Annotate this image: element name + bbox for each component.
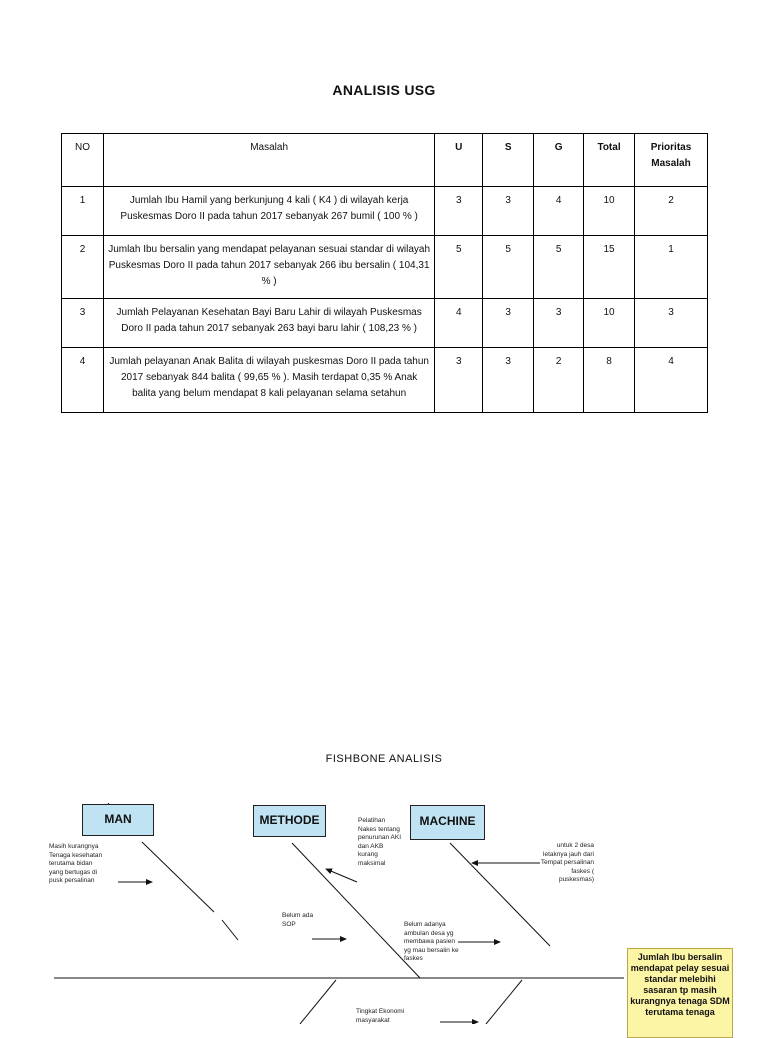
cell-prioritas: 1 bbox=[635, 236, 708, 299]
cause-methode-2: Belum ada SOP bbox=[282, 912, 314, 928]
cell-prioritas: 4 bbox=[635, 348, 708, 413]
header-prioritas: Prioritas Masalah bbox=[635, 134, 708, 187]
cell-masalah: Jumlah Ibu Hamil yang berkunjung 4 kali ( K4 ) di wilayah kerja Puskesmas Doro II pada tahun 2017 sebanyak 267 bumil ( 100 % ) bbox=[103, 187, 434, 236]
machine-bone bbox=[450, 843, 550, 946]
cell-s: 3 bbox=[483, 187, 534, 236]
cause-machine-1: untuk 2 desa letaknya jauh dari Tempat persalinan faskes ( puskesmas) bbox=[540, 842, 594, 883]
header-s: S bbox=[483, 134, 534, 187]
cell-u: 4 bbox=[435, 299, 483, 348]
cell-masalah: Jumlah Ibu bersalin yang mendapat pelayanan sesuai standar di wilayah Puskesmas Doro II pada tahun 2017 sebanyak 266 ibu bersalin ( 104,31 % ) bbox=[103, 236, 434, 299]
header-u: U bbox=[435, 134, 483, 187]
effect-box: Jumlah Ibu bersalin mendapat pelay sesuai standar melebihi sasaran tp masih kurangnya tenaga SDM terutama tenaga bbox=[627, 948, 733, 1038]
cell-total: 10 bbox=[584, 187, 635, 236]
header-g: G bbox=[534, 134, 584, 187]
cell-total: 8 bbox=[584, 348, 635, 413]
man-bone bbox=[142, 842, 214, 912]
category-machine-box: MACHINE bbox=[410, 805, 485, 840]
cause-machine-2: Belum adanya ambulan desa yg membawa pasien yg mau bersalin ke faskes bbox=[404, 921, 459, 962]
header-masalah: Masalah bbox=[103, 134, 434, 187]
cell-prioritas: 3 bbox=[635, 299, 708, 348]
cell-no: 2 bbox=[62, 236, 104, 299]
cause-methode-1: Pelatihan Nakes tentang penurunan AKI dan AKB kurang maksimal bbox=[358, 817, 402, 867]
cell-total: 10 bbox=[584, 299, 635, 348]
header-total: Total bbox=[584, 134, 635, 187]
category-man-box: MAN bbox=[82, 804, 154, 836]
cell-s: 5 bbox=[483, 236, 534, 299]
man-bone-lower bbox=[222, 920, 238, 940]
page-title: ANALISIS USG bbox=[332, 82, 436, 98]
cell-u: 3 bbox=[435, 348, 483, 413]
bottom-bone-2 bbox=[486, 980, 522, 1024]
cell-masalah: Jumlah pelayanan Anak Balita di wilayah puskesmas Doro II pada tahun 2017 sebanyak 844 balita ( 99,65 % ). Masih terdapat 0,35 % Anak balita yang belum mendapat 8 kali pelayanan selama setahun bbox=[103, 348, 434, 413]
cell-g: 2 bbox=[534, 348, 584, 413]
cell-no: 3 bbox=[62, 299, 104, 348]
cell-g: 3 bbox=[534, 299, 584, 348]
cell-u: 5 bbox=[435, 236, 483, 299]
cell-masalah: Jumlah Pelayanan Kesehatan Bayi Baru Lahir di wilayah Puskesmas Doro II pada tahun 2017 sebanyak 263 bayi baru lahir ( 108,23 % ) bbox=[103, 299, 434, 348]
cell-s: 3 bbox=[483, 299, 534, 348]
cause-arrow-methode-1 bbox=[326, 869, 357, 882]
cell-prioritas: 2 bbox=[635, 187, 708, 236]
fishbone-title: FISHBONE ANALISIS bbox=[325, 753, 443, 765]
cell-no: 1 bbox=[62, 187, 104, 236]
cell-g: 5 bbox=[534, 236, 584, 299]
cell-g: 4 bbox=[534, 187, 584, 236]
cell-u: 3 bbox=[435, 187, 483, 236]
cell-total: 15 bbox=[584, 236, 635, 299]
bottom-bone-1 bbox=[300, 980, 336, 1024]
cell-s: 3 bbox=[483, 348, 534, 413]
cell-no: 4 bbox=[62, 348, 104, 413]
cause-bottom-1: Tingkat Ekonomi masyarakat bbox=[356, 1008, 405, 1024]
header-no: NO bbox=[62, 134, 104, 187]
category-methode-box: METHODE bbox=[253, 805, 326, 837]
cause-man-1: Masih kurangnya Tenaga kesehatan terutama bidan yang bertugas di pusk persalinan bbox=[49, 843, 103, 884]
